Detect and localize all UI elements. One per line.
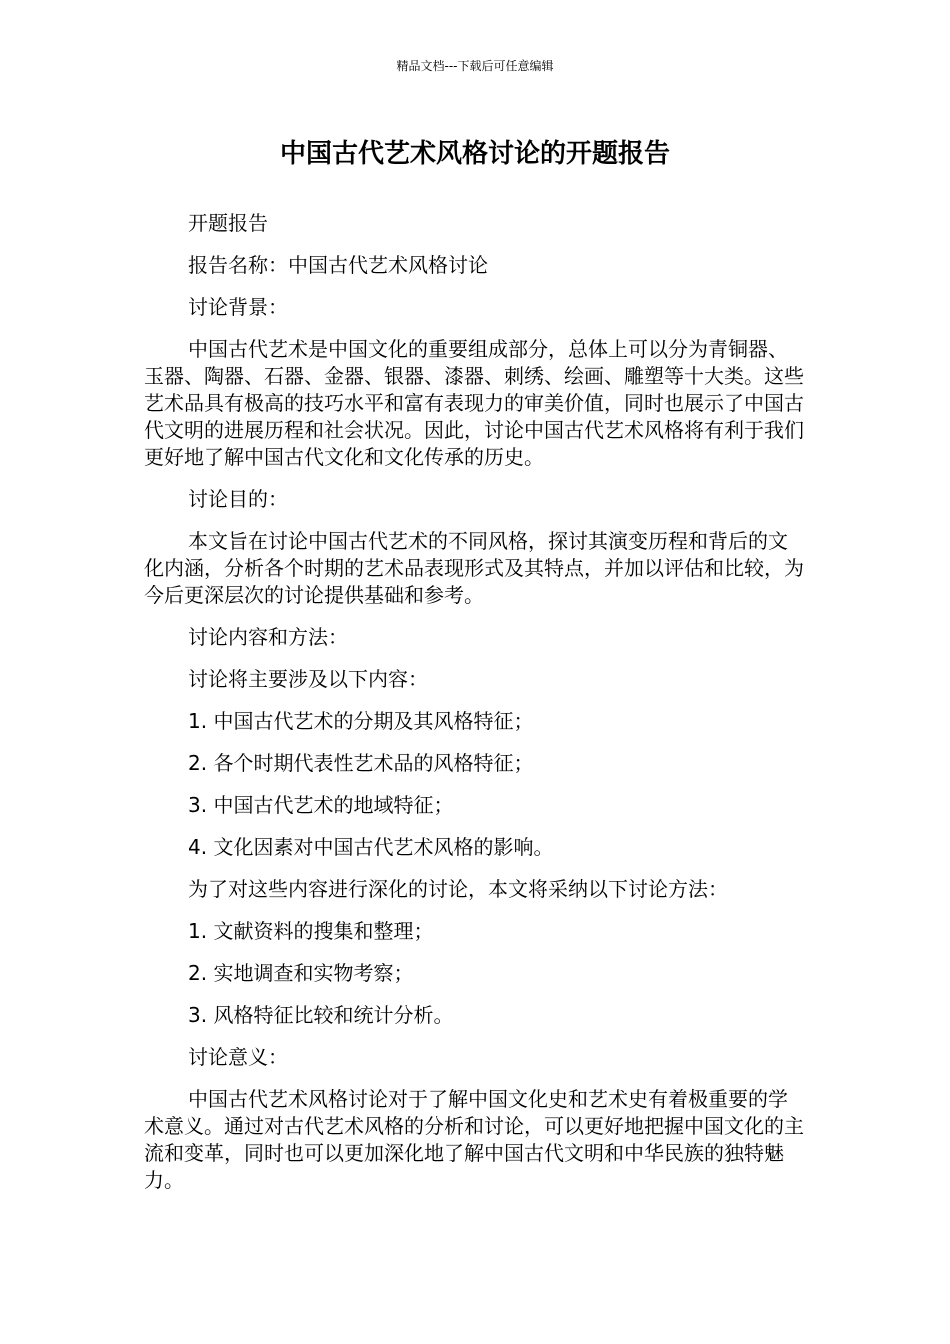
paragraph-background: 中国古代艺术是中国文化的重要组成部分，总体上可以分为青铜器、玉器、陶器、石器、金器、银器、漆器、刺绣、绘画、雕塑等十大类。这些艺术品具有极高的技巧水平和富有表现力的审美价值，同时也展示了中国古代文明的进展历程和社会状况。因此，讨论中国古代艺术风格将有利于我们更好地了解中国古代文化和文化传承的历史。 <box>144 337 804 469</box>
section-heading-background: 讨论背景： <box>188 295 288 319</box>
list-item-method: 1. 文献资料的搜集和整理； <box>188 919 434 943</box>
section-heading-significance: 讨论意义： <box>188 1045 288 1069</box>
paragraph-content-intro: 讨论将主要涉及以下内容： <box>188 667 428 691</box>
section-heading-purpose: 讨论目的： <box>188 487 288 511</box>
paragraph-purpose: 本文旨在讨论中国古代艺术的不同风格，探讨其演变历程和背后的文化内涵，分析各个时期的艺术品表现形式及其特点，并加以评估和比较，为今后更深层次的讨论提供基础和参考。 <box>144 529 804 607</box>
paragraph-report-heading: 开题报告 <box>188 211 268 235</box>
list-item-content: 1. 中国古代艺术的分期及其风格特征； <box>188 709 534 733</box>
document-body <box>144 210 806 1209</box>
document-title: 中国古代艺术风格讨论的开题报告 <box>279 139 670 169</box>
list-item-content: 4. 文化因素对中国古代艺术风格的影响。 <box>188 835 554 859</box>
paragraph-report-name: 报告名称：中国古代艺术风格讨论 <box>188 253 488 277</box>
paragraph-significance: 中国古代艺术风格讨论对于了解中国文化史和艺术史有着极重要的学术意义。通过对古代艺术风格的分析和讨论，可以更好地把握中国文化的主流和变革，同时也可以更加深化地了解中国古代文明和中华民族的独特魅力。 <box>144 1087 804 1192</box>
list-item-content: 2. 各个时期代表性艺术品的风格特征； <box>188 751 534 775</box>
list-item-method: 3. 风格特征比较和统计分析。 <box>188 1003 454 1027</box>
paragraph-methods-intro: 为了对这些内容进行深化的讨论，本文将采纳以下讨论方法： <box>188 877 728 901</box>
header-note: 精品文档---下载后可任意编辑 <box>396 59 554 73</box>
list-item-content: 3. 中国古代艺术的地域特征； <box>188 793 454 817</box>
section-heading-content-methods: 讨论内容和方法： <box>188 625 348 649</box>
list-item-method: 2. 实地调查和实物考察； <box>188 961 414 985</box>
